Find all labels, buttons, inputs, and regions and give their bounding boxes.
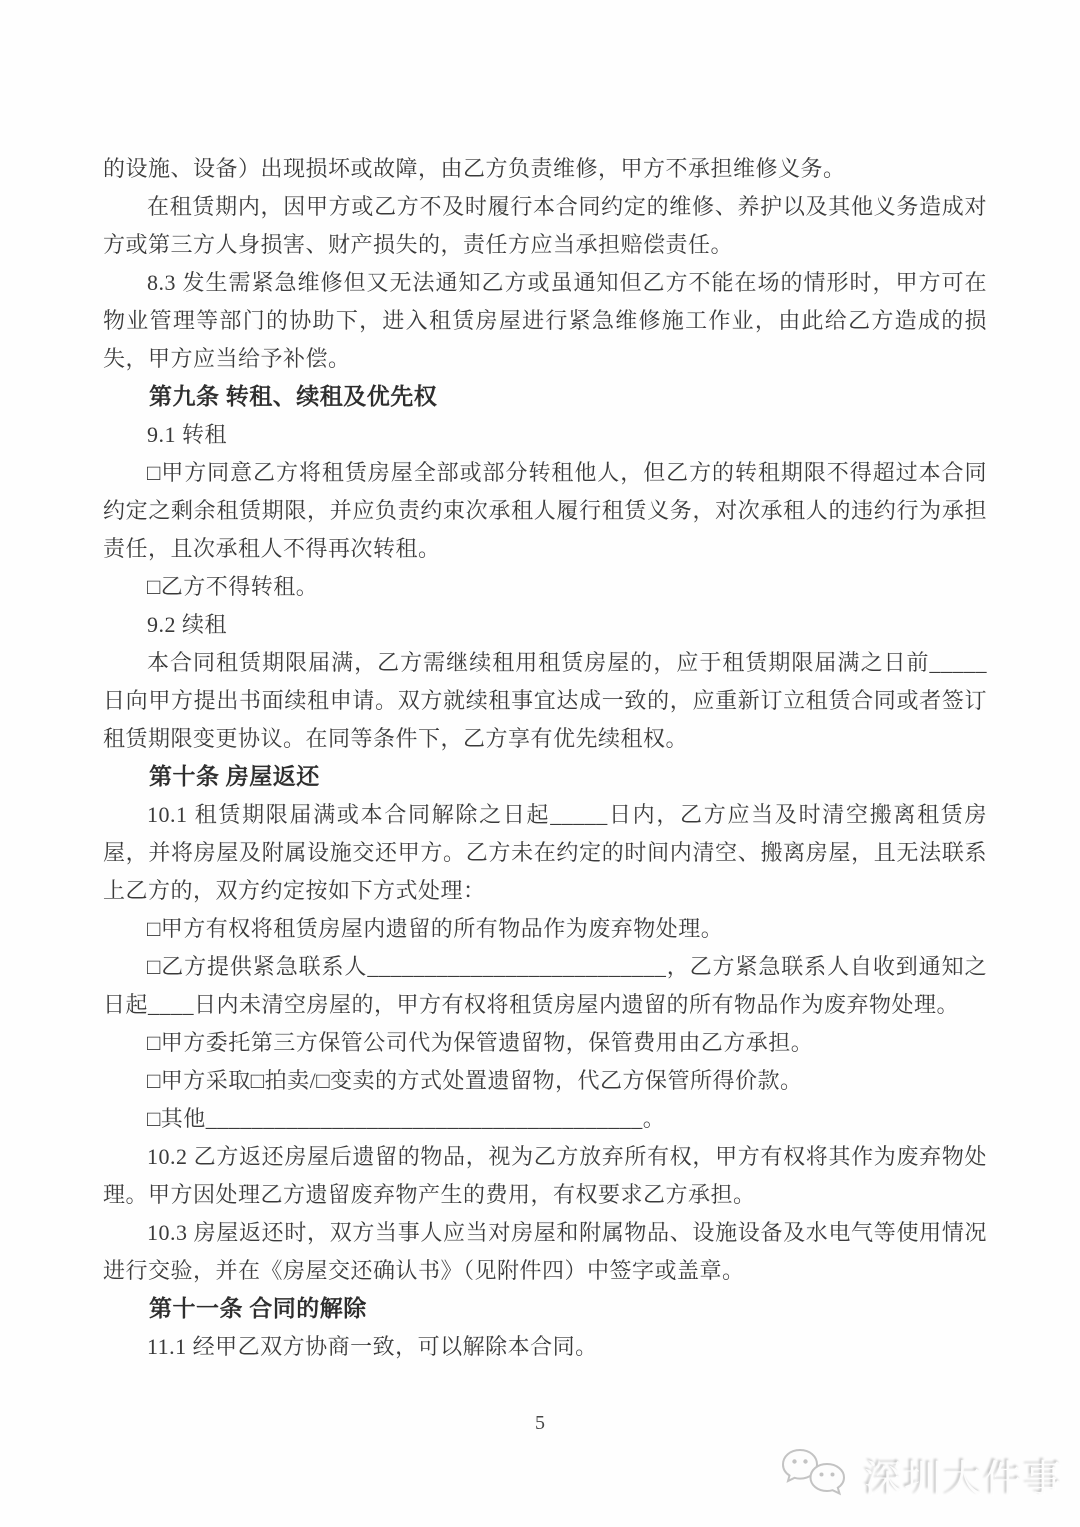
paragraph: □甲方采取□拍卖/□变卖的方式处置遗留物，代乙方保管所得价款。: [147, 1068, 803, 1093]
watermark-label: 深圳大件事: [863, 1458, 1064, 1501]
paragraph: □其他______________________________________。: [147, 1106, 666, 1131]
paragraph: 11.1 经甲乙双方协商一致，可以解除本合同。: [147, 1334, 598, 1359]
paragraph: 10.3 房屋返还时，双方当事人应当对房屋和附属物品、设施设备及水电气等使用情况进行交验，并在《房屋交还确认书》（见附件四）中签字或盖章。: [103, 1220, 987, 1283]
paragraph: □甲方委托第三方保管公司代为保管遗留物，保管费用由乙方承担。: [147, 1030, 814, 1055]
section-heading: 第十一条 合同的解除: [149, 1296, 367, 1321]
paragraph: 本合同租赁期限届满，乙方需继续租用租赁房屋的，应于租赁期限届满之日前_____日向甲方提出书面续租申请。双方就续租事宜达成一致的，应重新订立租赁合同或者签订租赁期限变更协议。在同等条件下，乙方享有优先续租权。: [103, 650, 987, 751]
page-number: 5: [535, 1412, 545, 1434]
paragraph: 10.1 租赁期限届满或本合同解除之日起_____日内，乙方应当及时清空搬离租赁房屋，并将房屋及附属设施交还甲方。乙方未在约定的时间内清空、搬离房屋，且无法联系上乙方的，双方约定按如下方式处理：: [103, 802, 987, 903]
paragraph: 8.3 发生需紧急维修但又无法通知乙方或虽通知但乙方不能在场的情形时，甲方可在物业管理等部门的协助下，进入租赁房屋进行紧急维修施工作业，由此给乙方造成的损失，甲方应当给予补偿。: [103, 270, 987, 371]
paragraph: 在租赁期内，因甲方或乙方不及时履行本合同约定的维修、养护以及其他义务造成对方或第三方人身损害、财产损失的，责任方应当承担赔偿责任。: [103, 194, 987, 257]
section-heading: 第九条 转租、续租及优先权: [149, 384, 438, 409]
watermark: [778, 1444, 1064, 1506]
paragraph: □乙方不得转租。: [147, 574, 319, 599]
page-footer: [0, 1408, 1080, 1438]
paragraph: □乙方提供紧急联系人__________________________，乙方紧急联系人自收到通知之日起____日内未清空房屋的，甲方有权将租赁房屋内遗留的所有物品作为废弃物处理。: [103, 954, 987, 1017]
paragraph: 10.2 乙方返还房屋后遗留的物品，视为乙方放弃所有权，甲方有权将其作为废弃物处理。甲方因处理乙方遗留废弃物产生的费用，有权要求乙方承担。: [103, 1144, 987, 1207]
contract-body: [103, 150, 987, 1366]
section-heading: 第十条 房屋返还: [149, 764, 320, 789]
paragraph: 9.2 续租: [147, 612, 228, 637]
paragraph: 9.1 转租: [147, 422, 228, 447]
paragraph: □甲方同意乙方将租赁房屋全部或部分转租他人，但乙方的转租期限不得超过本合同约定之剩余租赁期限，并应负责约束次承租人履行租赁义务，对次承租人的违约行为承担责任，且次承租人不得再次转租。: [103, 460, 987, 561]
paragraph: □甲方有权将租赁房屋内遗留的所有物品作为废弃物处理。: [147, 916, 724, 941]
wechat-icon: [778, 1444, 852, 1506]
paragraph: 的设施、设备）出现损坏或故障，由乙方负责维修，甲方不承担维修义务。: [103, 156, 846, 181]
